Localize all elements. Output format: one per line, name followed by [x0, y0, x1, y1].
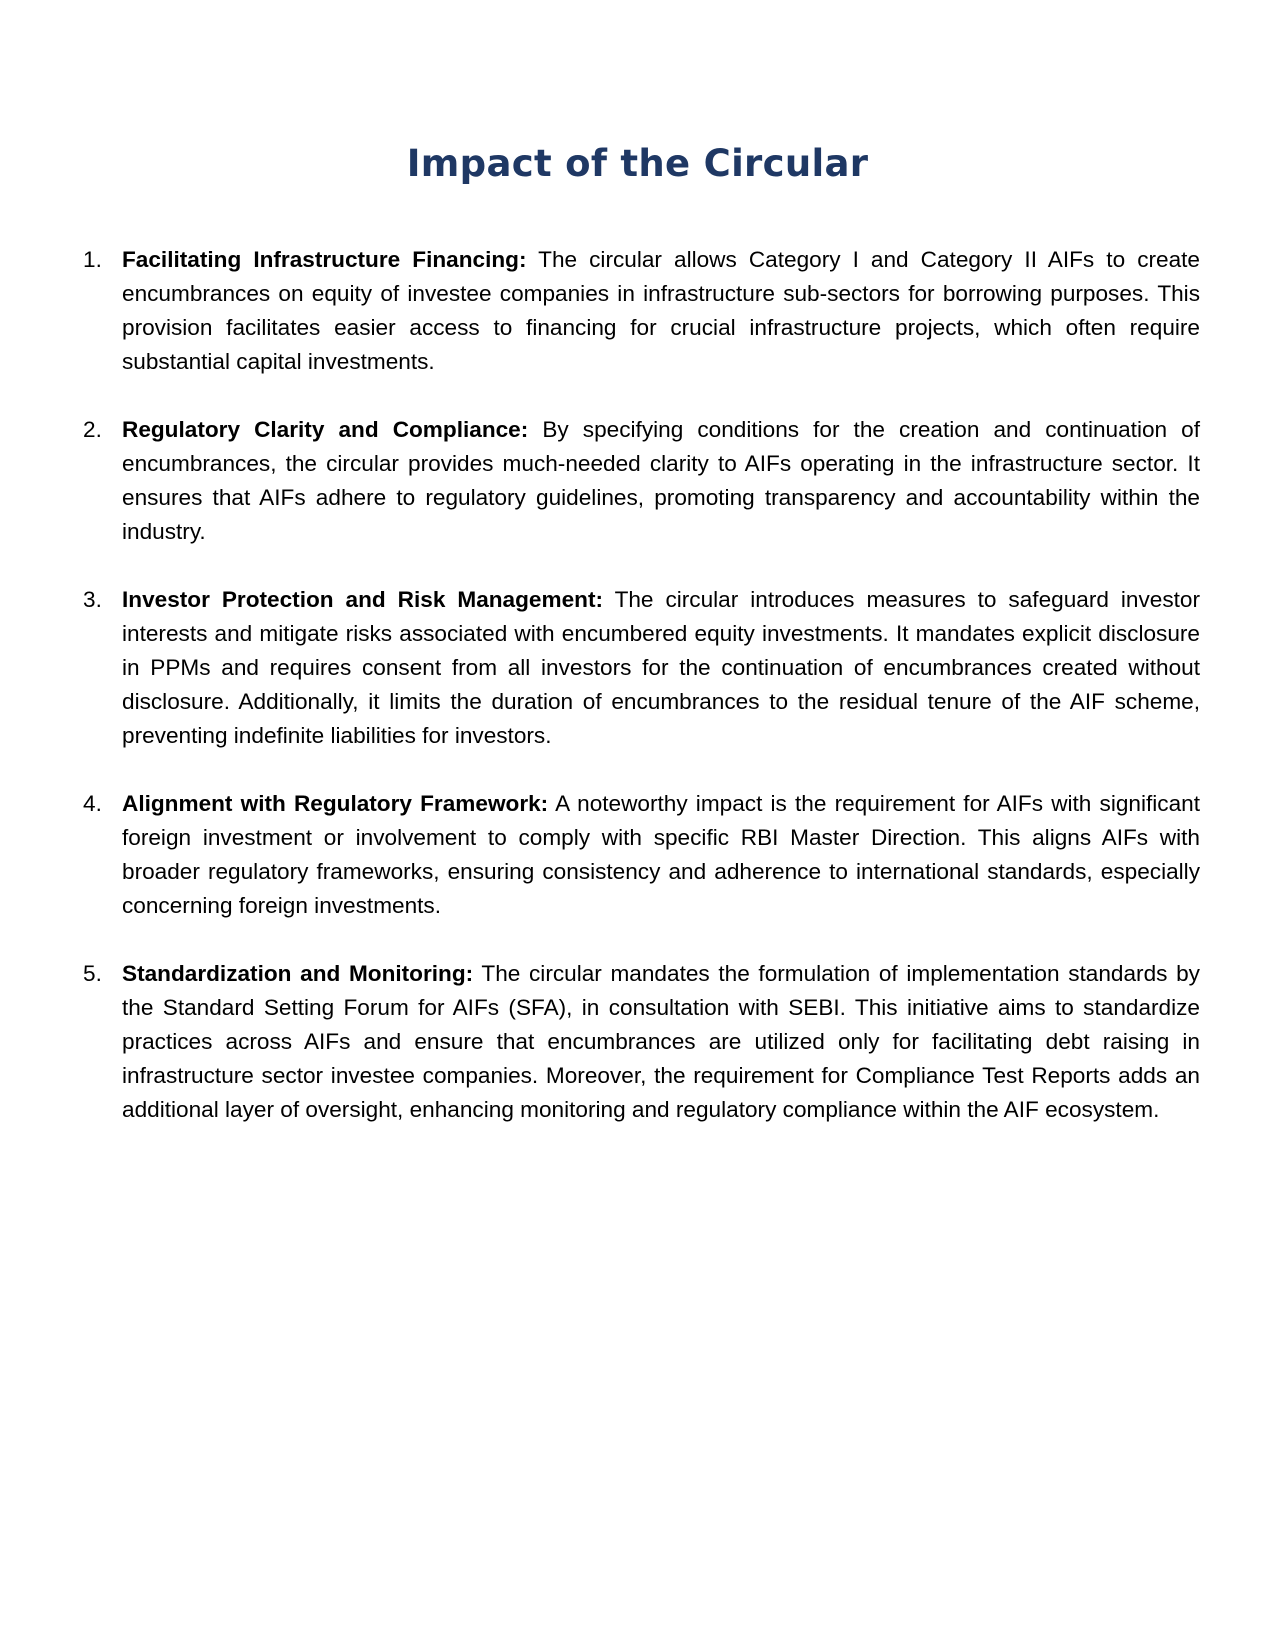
- item-number: 1.: [83, 247, 102, 272]
- list-item: [83, 413, 1200, 549]
- item-number: 4.: [83, 791, 102, 816]
- item-number: 3.: [83, 587, 102, 612]
- item-body: The circular mandates the formulation of implementation standards by the Standard Setting Forum for AIFs (SFA), in consultation with SEBI. This initiative aims to standardize practices across AIFs and ensure that encumbrances are utilized only for facilitating debt raising in infrastructure sector investee companies. Moreover, the requirement for Compliance Test Reports adds an additional layer of oversight, enhancing monitoring and regulatory compliance within the AIF ecosystem.: [122, 961, 1200, 1122]
- item-heading: Standardization and Monitoring:: [122, 961, 474, 986]
- item-body: A noteworthy impact is the requirement for AIFs with significant foreign investment or involvement to comply with specific RBI Master Direction. This aligns AIFs with broader regulatory frameworks, ensuring consistency and adherence to international standards, especially concerning foreign investments.: [122, 791, 1201, 918]
- item-number: 2.: [83, 417, 102, 442]
- item-heading: Regulatory Clarity and Compliance:: [122, 417, 529, 442]
- list-item: [83, 957, 1200, 1127]
- list-item: [83, 787, 1200, 923]
- impact-list: [83, 243, 1200, 1161]
- item-body: By specifying conditions for the creation and continuation of encumbrances, the circular provides much-needed clarity to AIFs operating in the infrastructure sector. It ensures that AIFs adhere to regulatory guidelines, promoting transparency and accountability within the industry.: [122, 417, 1200, 544]
- page-title: Impact of the Circular: [406, 142, 869, 185]
- item-heading: Investor Protection and Risk Management:: [122, 587, 603, 612]
- list-item: [83, 583, 1200, 753]
- item-body: The circular allows Category I and Category II AIFs to create encumbrances on equity of investee companies in infrastructure sub-sectors for borrowing purposes. This provision facilitates easier access to financing for crucial infrastructure projects, which often require substantial capital investments.: [122, 247, 1200, 374]
- item-heading: Facilitating Infrastructure Financing:: [122, 247, 527, 272]
- item-heading: Alignment with Regulatory Framework:: [122, 791, 549, 816]
- item-number: 5.: [83, 961, 102, 986]
- item-body: The circular introduces measures to safeguard investor interests and mitigate risks associated with encumbered equity investments. It mandates explicit disclosure in PPMs and requires consent from all investors for the continuation of encumbrances created without disclosure. Additionally, it limits the duration of encumbrances to the residual tenure of the AIF scheme, preventing indefinite liabilities for investors.: [122, 587, 1200, 748]
- list-item: [83, 243, 1200, 379]
